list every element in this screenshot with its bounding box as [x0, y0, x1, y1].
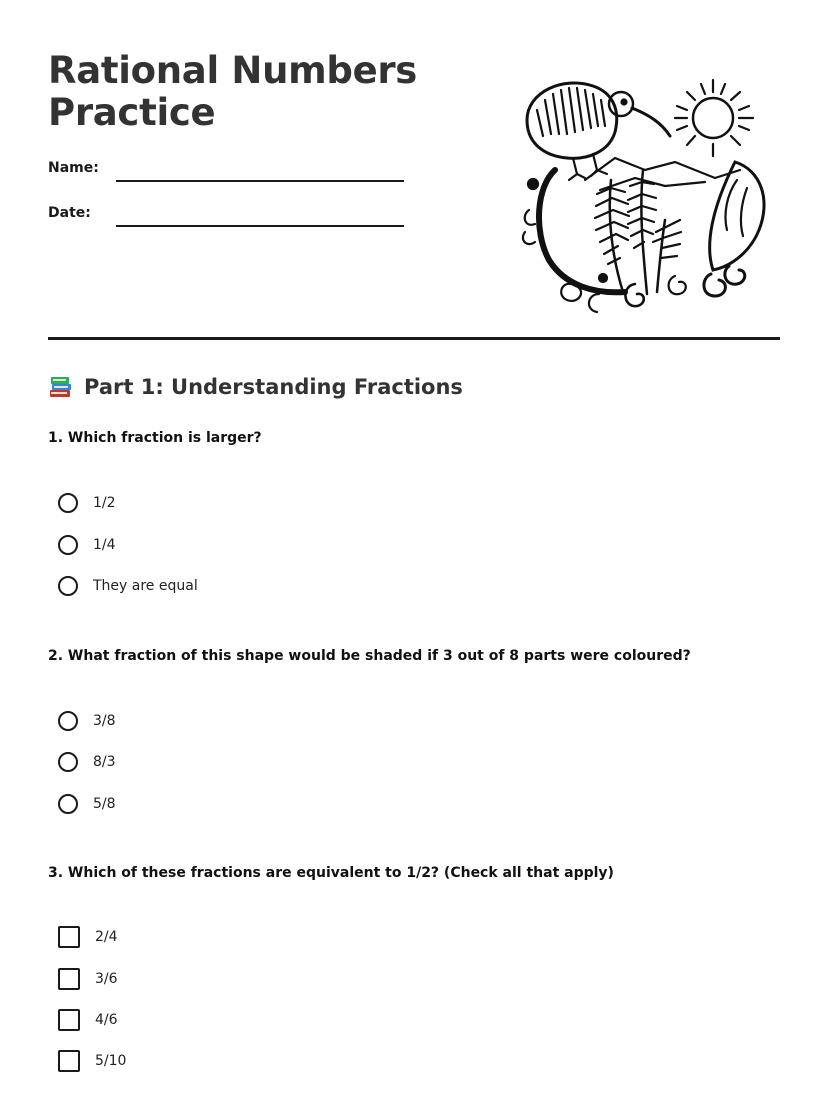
option-label: 5/10 — [95, 1053, 127, 1069]
radio-button[interactable] — [58, 493, 78, 513]
name-label: Name: — [48, 160, 99, 176]
radio-button[interactable] — [58, 794, 78, 814]
worksheet-title — [48, 50, 417, 134]
option-label: 4/6 — [95, 1012, 118, 1028]
q1-option-3[interactable] — [58, 574, 198, 598]
name-underline[interactable] — [116, 180, 404, 182]
date-field[interactable] — [48, 205, 408, 229]
q1-option-2[interactable] — [58, 533, 116, 557]
radio-button[interactable] — [58, 752, 78, 772]
part1-title — [48, 374, 463, 400]
q3-option-2[interactable] — [58, 967, 118, 991]
option-label: 1/4 — [93, 537, 116, 553]
part1-title-text: Part 1: Understanding Fractions — [84, 375, 463, 399]
option-label: 8/3 — [93, 754, 116, 770]
radio-button[interactable] — [58, 535, 78, 555]
header-divider — [48, 337, 780, 340]
radio-button[interactable] — [58, 576, 78, 596]
title-line-2: Practice — [48, 91, 216, 134]
q3-option-4[interactable] — [58, 1049, 126, 1073]
option-label: 3/8 — [93, 713, 116, 729]
radio-button[interactable] — [58, 711, 78, 731]
q2-option-2[interactable] — [58, 750, 116, 774]
question-3: 3. Which of these fractions are equivalent to 1/2? (Check all that apply) — [48, 865, 614, 881]
option-label: 1/2 — [93, 495, 116, 511]
date-underline[interactable] — [116, 225, 404, 227]
books-icon — [48, 374, 74, 400]
q1-option-1[interactable] — [58, 491, 116, 515]
title-line-1: Rational Numbers — [48, 49, 418, 92]
q3-option-3[interactable] — [58, 1008, 118, 1032]
option-label: 3/6 — [95, 971, 118, 987]
checkbox[interactable] — [58, 1050, 80, 1072]
checkbox[interactable] — [58, 926, 80, 948]
option-label: 5/8 — [93, 796, 116, 812]
option-label: 2/4 — [95, 929, 118, 945]
question-2: 2. What fraction of this shape would be shaded if 3 out of 8 parts were coloured? — [48, 648, 691, 664]
date-label: Date: — [48, 205, 91, 221]
question-1: 1. Which fraction is larger? — [48, 430, 262, 446]
q2-option-1[interactable] — [58, 709, 116, 733]
option-label: They are equal — [93, 578, 198, 594]
q2-option-3[interactable] — [58, 792, 116, 816]
name-field[interactable] — [48, 160, 408, 184]
kiwi-bird-fern-sun-illustration — [515, 70, 775, 315]
checkbox[interactable] — [58, 968, 80, 990]
q3-option-1[interactable] — [58, 925, 118, 949]
checkbox[interactable] — [58, 1009, 80, 1031]
